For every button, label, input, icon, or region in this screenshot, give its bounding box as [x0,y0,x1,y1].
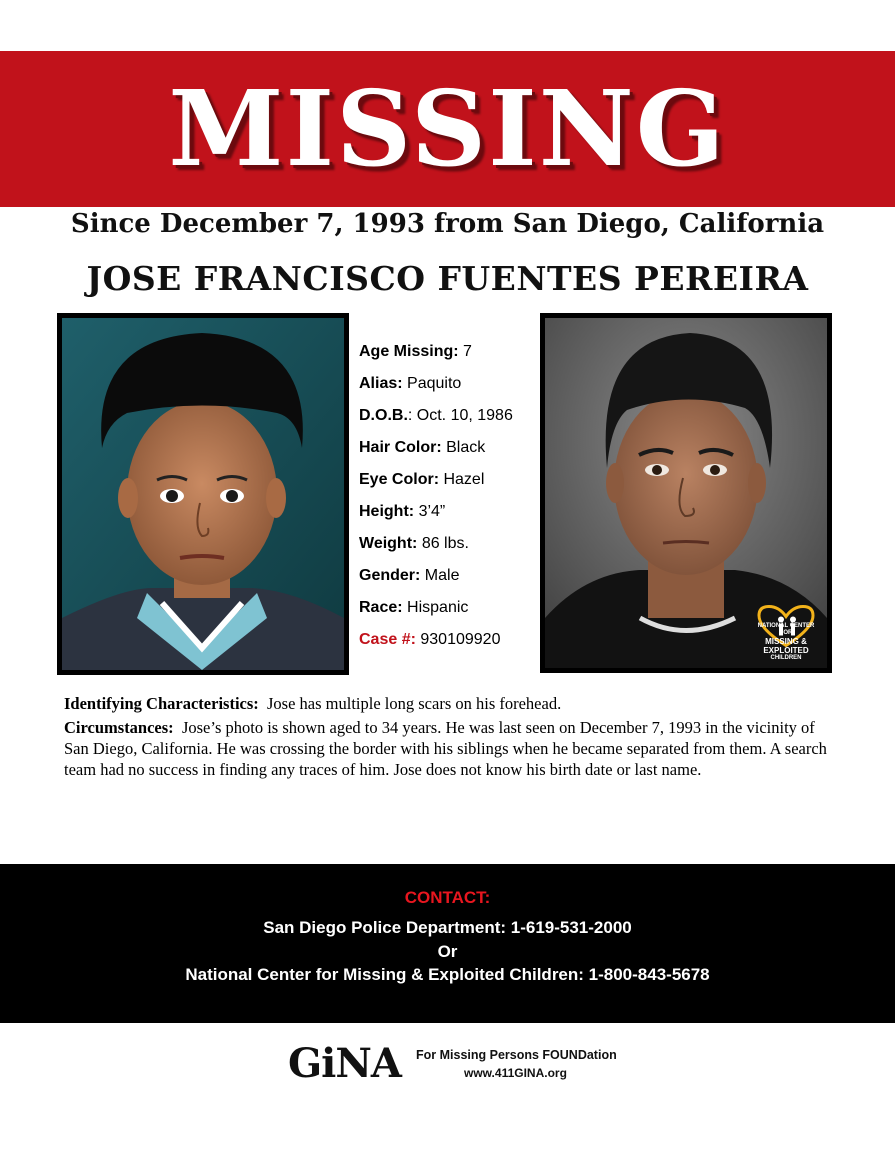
detail-value: 930109920 [420,631,501,648]
detail-value: Paquito [407,375,462,392]
detail-label: Race: [359,599,403,616]
gina-tagline: For Missing Persons FOUNDation [416,1048,617,1062]
detail-alias [359,368,537,400]
detail-value: 86 lbs. [421,535,469,552]
detail-value: 7 [463,343,472,360]
detail-label: Hair Color: [359,439,442,456]
detail-label: Case #: [359,631,416,648]
contact-police-line: San Diego Police Department: 1-619-531-2000 [263,918,632,937]
detail-value: Hispanic [407,599,469,616]
gina-logo: GiNA [288,1040,401,1087]
detail-label: Alias: [359,375,403,392]
detail-race [359,592,537,624]
contact-panel [0,864,895,1023]
identifying-characteristics [64,693,834,714]
detail-label: Age Missing: [359,343,459,360]
detail-age-missing [359,336,537,368]
ncmec-line3: EXPLOITED [763,646,809,655]
child-portrait-image [62,318,344,670]
detail-gender [359,560,537,592]
missing-since-line: Since December 7, 1993 from San Diego, California [70,209,825,239]
detail-label: Weight: [359,535,418,552]
detail-weight [359,528,537,560]
detail-value: 3’4” [418,503,446,520]
identifying-label: Identifying Characteristics: [64,694,259,713]
detail-eye-color [359,464,537,496]
detail-value: Black [446,439,486,456]
ncmec-logo-text [751,623,821,662]
details-list [359,336,537,656]
circumstances-text: Jose’s photo is shown aged to 34 years. He was last seen on December 7, 1993 in the vicinity of San Diego, California. He was crossing the border with his siblings when he became separated from them. A search team had no success in finding any traces of him. Jose does not know his birth date or last name. [64,718,827,779]
detail-value: Male [424,567,460,584]
ncmec-line2: MISSING & [765,637,807,646]
detail-value: Hazel [443,471,485,488]
banner-title: MISSING [168,67,727,190]
detail-label: Height: [359,503,415,520]
contact-heading: CONTACT: [404,888,491,907]
child-photo [57,313,349,675]
gina-footer [288,1040,628,1090]
detail-case-number [359,624,537,656]
ncmec-logo [751,590,821,662]
detail-value: : Oct. 10, 1986 [407,407,513,424]
ncmec-line1: NATIONAL CENTER FOR [757,623,815,636]
detail-dob [359,400,537,432]
detail-height [359,496,537,528]
case-description [64,693,834,783]
identifying-text: Jose has multiple long scars on his forehead. [267,694,562,713]
missing-person-name: JOSE FRANCISCO FUENTES PEREIRA [86,259,809,298]
detail-hair-color [359,432,537,464]
ncmec-line4: CHILDREN [770,655,802,661]
contact-ncmec-line: National Center for Missing & Exploited Children: 1-800-843-5678 [185,965,710,984]
age-progressed-photo [540,313,832,673]
gina-url[interactable]: www.411GINA.org [464,1066,567,1080]
contact-or: Or [437,942,458,961]
detail-label: Gender: [359,567,421,584]
detail-label: Eye Color: [359,471,440,488]
detail-label: D.O.B. [359,407,408,424]
circumstances [64,717,834,780]
missing-banner [0,51,895,207]
circumstances-label: Circumstances: [64,718,174,737]
